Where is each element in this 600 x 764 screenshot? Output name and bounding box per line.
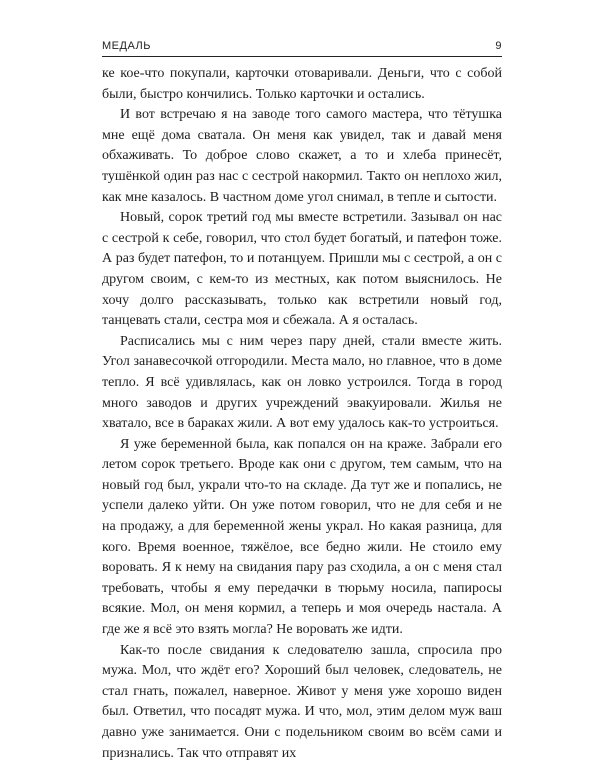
paragraph: Как-то после свидания к следователю зашла, спросила про мужа. Мол, что ждёт его? Хороший был человек, следователь, не стал гнать, пожалел, наверное. Живот у меня уже хорошо виден был. Ответил, что посадят мужа. И что, мол, этим делом муж ваш давно уже занимается. Они с подельником своим во всём сами и признались. Так что отправят их — [102, 642, 502, 761]
running-header — [102, 40, 502, 57]
chapter-title: МЕДАЛЬ — [102, 40, 151, 52]
paragraph: Я уже беременной была, как попался он на краже. Забрали его летом сорок третьего. Вроде как они с другом, тем самым, что на новый год был, украли что-то на складе. Да тут же и попались, не успели далеко уйти. Он уже потом говорил, что не для себя и не на продажу, а для беременной жены украл. Но какая разница, для кого. Время военное, тяжёлое, все бедно жили. Не стоило ему воровать. Я к нему на свидания пару раз сходила, а он с меня стал требовать, чтобы я ему передачки в тюрьму носила, папиросы всякие. Мол, он меня кормил, а теперь и моя очередь настала. А где же я всё это взять могла? Не воровать же идти. — [102, 436, 502, 638]
body-text — [102, 64, 502, 764]
page-number: 9 — [495, 40, 502, 52]
paragraph: Новый, сорок третий год мы вместе встретили. Зазывал он нас с сестрой к себе, говорил, что стол будет богатый, и патефон тоже. А раз будет патефон, то и потанцуем. Пришли мы с сестрой, а он с другом своим, с кем-то из местных, как потом выяснилось. Не хочу долго рассказывать, только как встретили новый год, танцевать стали, сестра моя и сбежала. А я осталась. — [102, 210, 502, 329]
paragraph: Расписались мы с ним через пару дней, стали вместе жить. Угол занавесочкой отгородили. Места мало, но главное, что в доме тепло. Я всё удивлялась, как он ловко устроился. Тогда в город много заводов и других учреждений эвакуировали. Жилья не хватало, все в бараках жили. А вот ему удалось как-то устроиться. — [102, 333, 502, 432]
paragraph-continued: ке кое-что покупали, карточки отоваривали. Деньги, что с собой были, быстро кончились. Только карточки и остались. — [102, 66, 502, 102]
paragraph: И вот встречаю я на заводе того самого мастера, что тётушка мне ещё дома сватала. Он меня как увидел, так и давай меня обхаживать. То доброе слово скажет, а то и хлеба принесёт, тушёнкой один раз нас с сестрой накормил. Такто он неплохо жил, как мне казалось. В частном доме угол снимал, в тепле и сытости. — [102, 107, 502, 205]
